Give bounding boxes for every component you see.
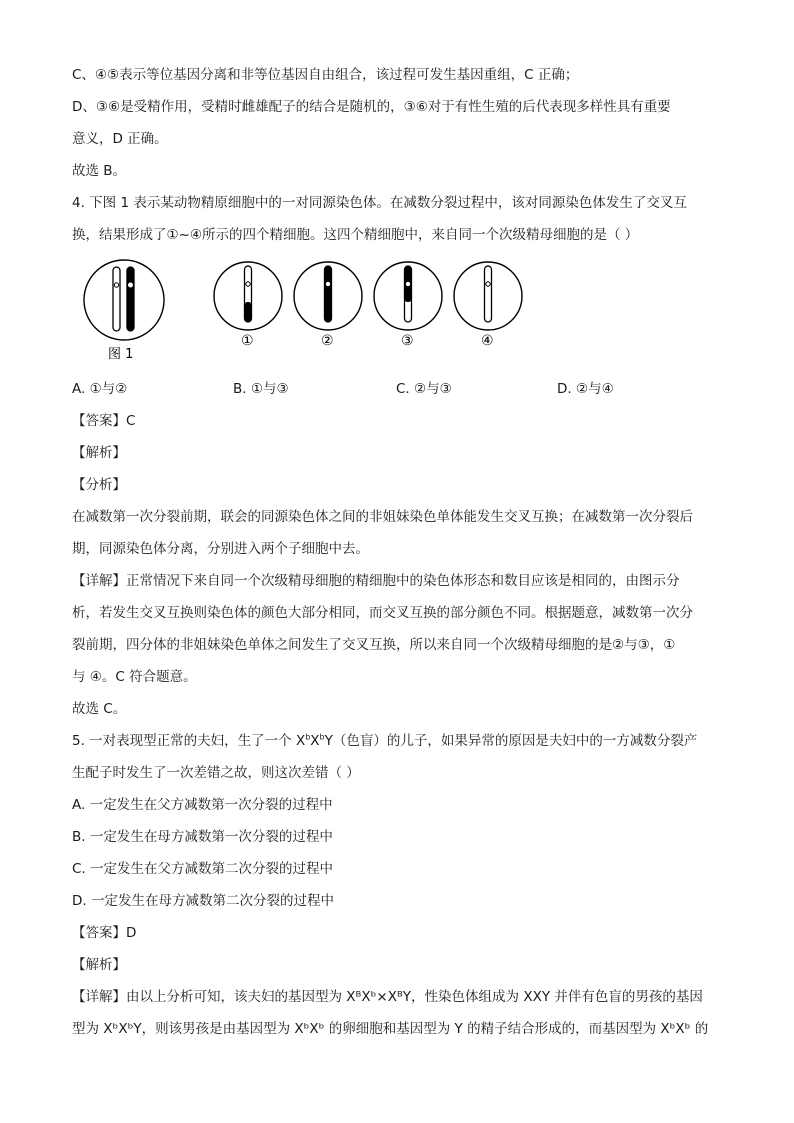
- cell-3-label: ③: [401, 333, 414, 349]
- q4-analysis-heading: 【解析】: [72, 445, 126, 461]
- q5-detail-line1: [72, 988, 732, 1006]
- q4-option-c: C. ②与③: [396, 381, 452, 397]
- cell-2: [294, 262, 362, 330]
- q5-detail-text1: 由以上分析可知，该夫妇的基因型为 XᴮXᵇ×XᴮY，性染色体组成为 XXY 并伴有色盲的男孩的基因: [126, 989, 703, 1005]
- cell-1: [214, 262, 282, 330]
- question-5-stem-line1: [72, 732, 732, 750]
- cell-4: [454, 262, 522, 330]
- q4-detail-line2: 析，若发生交叉互换则染色体的颜色大部分相同，而交叉互换的部分颜色不同。根据题意，减数第一次分: [72, 605, 693, 621]
- question-4-stem-line1: 4. 下图 1 表示某动物精原细胞中的一对同源染色体。在减数分裂过程中，该对同源染色体发生了交叉互: [72, 195, 687, 211]
- q4-option-d: D. ②与④: [557, 381, 614, 397]
- option-d-explanation-line1: D、③⑥是受精作用，受精时雌雄配子的结合是随机的，③⑥对于有性生殖的后代表现多样性具有重要: [72, 99, 671, 115]
- q5-answer: 【答案】D: [72, 925, 137, 941]
- q5-option-c: C. 一定发生在父方减数第二次分裂的过程中: [72, 861, 334, 877]
- q4-detail-text1: 正常情况下来自同一个次级精母细胞的精细胞中的染色体形态和数目应该是相同的，由图示分: [126, 573, 680, 589]
- q5-detail-line2: 型为 XᵇXᵇY，则该男孩是由基因型为 XᵇXᵇ 的卵细胞和基因型为 Y 的精子结合形成的，而基因型为 XᵇXᵇ 的: [72, 1021, 709, 1037]
- q4-detail-tag: 【详解】: [72, 573, 126, 589]
- q5-stem-part1: 5. 一对表现型正常的夫妇，生了一个 X: [72, 733, 306, 749]
- figure1-cell: [84, 260, 164, 340]
- q4-conclusion: 故选 C。: [72, 701, 127, 717]
- option-c-explanation: C、④⑤表示等位基因分离和非等位基因自由组合，该过程可发生基因重组，C 正确；: [72, 67, 579, 83]
- q4-fenxi-line1: 在减数第一次分裂前期，联会的同源染色体之间的非姐妹染色单体能发生交叉互换；在减数第一次分裂后: [72, 509, 693, 525]
- cell-3: [374, 262, 442, 330]
- cell-4-label: ④: [481, 333, 494, 349]
- q5-option-b: B. 一定发生在母方减数第一次分裂的过程中: [72, 829, 333, 845]
- cell-2-label: ②: [321, 333, 334, 349]
- q5-stem-part3: Y（色盲）的儿子，如果异常的原因是夫妇中的一方减数分裂产: [324, 733, 698, 749]
- q4-fenxi-heading: 【分析】: [72, 477, 126, 493]
- question-5-stem-line2: 生配子时发生了一次差错之故，则这次差错（ ）: [72, 765, 360, 781]
- q5-option-d: D. 一定发生在母方减数第二次分裂的过程中: [72, 893, 334, 909]
- q5-stem-part2: X: [310, 733, 320, 749]
- q4-option-a: A. ①与②: [72, 381, 128, 397]
- q4-detail-line1: [72, 572, 732, 590]
- q5-stem-sup2: b: [319, 732, 325, 742]
- figure1-label: 图 1: [108, 347, 134, 362]
- cell-1-label: ①: [241, 333, 254, 349]
- chromosome-figure: [80, 258, 540, 368]
- question-4-stem-line2: 换，结果形成了①~④所示的四个精细胞。这四个精细胞中，来自同一个次级精母细胞的是（ ）: [72, 227, 639, 243]
- q5-stem-sup1: b: [305, 732, 311, 742]
- q5-analysis-heading: 【解析】: [72, 957, 126, 973]
- q4-answer: 【答案】C: [72, 413, 136, 429]
- q4-detail-line4: 与 ④。C 符合题意。: [72, 669, 197, 685]
- q5-detail-tag: 【详解】: [72, 989, 126, 1005]
- option-d-explanation-line2: 意义，D 正确。: [72, 131, 168, 147]
- q4-option-b: B. ①与③: [233, 381, 289, 397]
- q4-detail-line3: 裂前期，四分体的非姐妹染色单体之间发生了交叉互换，所以来自同一个次级精母细胞的是②与③，①: [72, 637, 676, 653]
- previous-conclusion: 故选 B。: [72, 163, 127, 179]
- q5-option-a: A. 一定发生在父方减数第一次分裂的过程中: [72, 797, 333, 813]
- q4-fenxi-line2: 期，同源染色体分离，分别进入两个子细胞中去。: [72, 541, 369, 557]
